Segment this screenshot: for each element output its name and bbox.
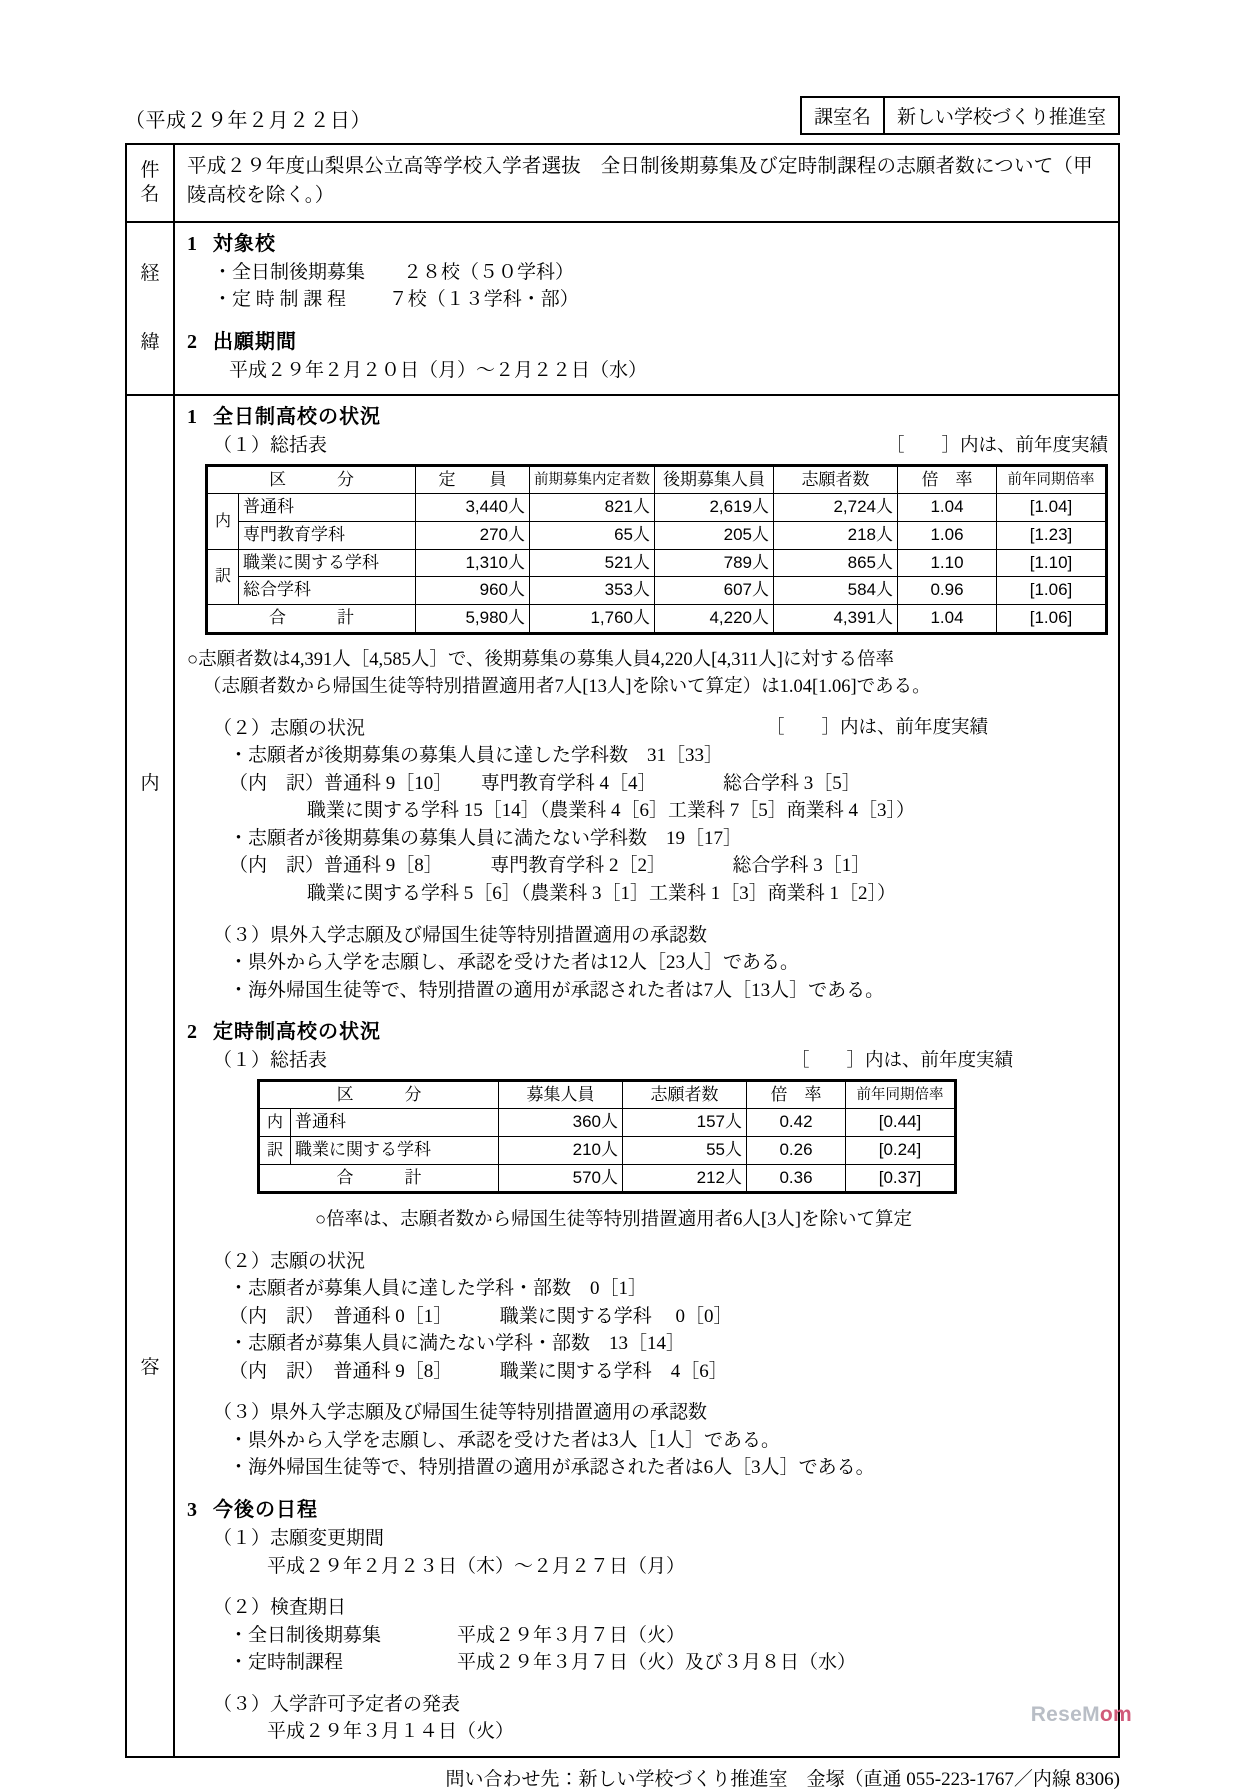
schedule-s1: （１）志願変更期間 xyxy=(213,1528,385,1550)
schedule-s3: （３）入学許可予定者の発表 xyxy=(213,1693,461,1715)
zenjitsu-note-line1: ○志願者数は4,391人［4,585人］で、後期募集の募集人員4,220人[4,311人]に対する倍率 xyxy=(187,650,894,671)
cell-bairitsu: 1.10 xyxy=(898,549,997,577)
label-kenmei-l1: 件 xyxy=(140,160,160,181)
label-kenmei xyxy=(127,145,175,221)
schedule-heading xyxy=(187,1496,1108,1525)
naiyou-cell xyxy=(175,396,1118,1756)
cell-shigan: 55人 xyxy=(623,1137,747,1165)
keii-section1-heading xyxy=(187,230,1108,259)
total-teiin: 5,980人 xyxy=(416,604,530,632)
th-shigan: 志願者数 xyxy=(774,466,898,494)
zenjitsu-sub2-l3: 職業に関する学科 15［14］（農業科 4［6］工業科 7［5］商業科 4［3］） xyxy=(307,800,916,822)
teiji-note: ○倍率は、志願者数から帰国生徒等特別措置適用者6人[3人]を除いて算定 xyxy=(315,1209,912,1230)
table-row xyxy=(260,1137,955,1165)
cell-shigan: 2,724人 xyxy=(774,494,898,522)
zenjitsu-sub2: （２）志願の状況 xyxy=(213,717,366,739)
office-box xyxy=(800,96,1120,135)
table-row xyxy=(208,521,1106,549)
table-row xyxy=(260,1109,955,1137)
th-zennen: 前年同期倍率 xyxy=(846,1081,955,1109)
total-bairitsu: 0.36 xyxy=(747,1164,846,1192)
keii-section1-number: 1 xyxy=(187,232,198,255)
contact-footer: 問い合わせ先：新しい学校づくり推進室 金塚（直通 055-223-1767／内線 8306) xyxy=(445,1768,1120,1790)
teiji-sub1: （１）総括表 xyxy=(213,1050,328,1072)
cell-koki: 205人 xyxy=(655,521,774,549)
document-header xyxy=(125,95,1120,135)
cell-teiin: 1,310人 xyxy=(416,549,530,577)
cell-teiin: 960人 xyxy=(416,577,530,605)
keii-section2-number: 2 xyxy=(187,330,198,353)
row-label: 総合学科 xyxy=(239,577,416,605)
total-label: 合 計 xyxy=(208,604,416,632)
th-bairitsu: 倍 率 xyxy=(747,1081,846,1109)
zenjitsu-sub2-l6: 職業に関する学科 5［6］（農業科 3［1］工業科 1［3］商業科 1［2］） xyxy=(307,882,897,904)
total-bairitsu: 1.04 xyxy=(898,604,997,632)
cell-shigan: 865人 xyxy=(774,549,898,577)
teiji-sub3-l1: ・県外から入学を志願し、承認を受けた者は3人［1人］である。 xyxy=(229,1429,781,1451)
zenjitsu-note-line2: （志願者数から帰国生徒等特別措置適用者7人[13人]を除いて算定）は1.04[1.06]である。 xyxy=(203,676,931,697)
th-kubun: 区 分 xyxy=(208,466,416,494)
cell-zennen: [0.44] xyxy=(846,1109,955,1137)
th-shigan: 志願者数 xyxy=(623,1081,747,1109)
cell-bairitsu: 1.06 xyxy=(898,521,997,549)
cell-teiin: 3,440人 xyxy=(416,494,530,522)
teiji-sub3: （３）県外入学志願及び帰国生徒等特別措置適用の承認数 xyxy=(213,1402,708,1424)
table-header-row xyxy=(208,466,1106,494)
schedule-s3-l1: 平成２９年３月１４日（火） xyxy=(267,1721,515,1743)
zenjitsu-summary-table xyxy=(207,466,1106,633)
table-row xyxy=(208,494,1106,522)
cell-zennen: [1.23] xyxy=(997,521,1106,549)
watermark-text-2: om xyxy=(1099,1703,1132,1726)
teiji-sub3-l2: ・海外帰国生徒等で、特別措置の適用が承認された者は6人［3人］である。 xyxy=(229,1457,875,1479)
zenjitsu-sub3: （３）県外入学志願及び帰国生徒等特別措置適用の承認数 xyxy=(213,924,708,946)
cell-shigan: 584人 xyxy=(774,577,898,605)
keii-section1-title: 対象校 xyxy=(213,232,276,255)
total-naitei: 1,760人 xyxy=(530,604,655,632)
label-kenmei-l2: 名 xyxy=(140,183,160,205)
th-bairitsu: 倍 率 xyxy=(898,466,997,494)
keii-section2-title: 出願期間 xyxy=(213,330,297,353)
zenjitsu-sub3-l2: ・海外帰国生徒等で、特別措置の適用が承認された者は7人［13人］である。 xyxy=(229,979,885,1001)
th-koki: 後期募集人員 xyxy=(655,466,774,494)
th-zennen: 前年同期倍率 xyxy=(997,466,1106,494)
label-keii-l2: 緯 xyxy=(140,332,160,354)
side-label-uchi: 内 xyxy=(208,494,239,549)
teiji-sub2-l1: ・志願者が募集人員に達した学科・部数 0［1］ xyxy=(229,1278,648,1300)
schedule-s2: （２）検査期日 xyxy=(213,1597,347,1619)
zenjitsu-sub2-l5: （内 訳）普通科 9［8］ 専門教育学科 2［2］ 総合学科 3［1］ xyxy=(229,855,871,877)
keii-s1-line1: ・全日制後期募集 ２８校（５０学科） xyxy=(213,261,575,283)
zenjitsu-table-wrap xyxy=(205,464,1108,643)
office-value: 新しい学校づくり推進室 xyxy=(896,107,1106,128)
teiji-summary-table xyxy=(259,1081,955,1193)
cell-zennen: [1.04] xyxy=(997,494,1106,522)
row-label: 専門教育学科 xyxy=(239,521,416,549)
teiji-sub1-row xyxy=(213,1047,1108,1075)
title-cell xyxy=(175,145,1118,221)
cell-teiin: 270人 xyxy=(416,521,530,549)
teiji-heading xyxy=(187,1018,1108,1047)
th-teiin: 定 員 xyxy=(416,466,530,494)
total-zennen: [0.37] xyxy=(846,1164,955,1192)
main-table xyxy=(125,143,1120,1758)
th-naitei: 前期募集内定者数 xyxy=(530,466,655,494)
cell-zennen: [1.06] xyxy=(997,577,1106,605)
side-label-wake: 訳 xyxy=(260,1137,291,1165)
schedule-s2-l1: ・全日制後期募集 平成２９年３月７日（火） xyxy=(229,1624,686,1646)
cell-boshu: 210人 xyxy=(499,1137,623,1165)
teiji-table-wrap xyxy=(257,1079,1108,1203)
cell-bairitsu: 1.04 xyxy=(898,494,997,522)
zenjitsu-sub2-l1: ・志願者が後期募集の募集人員に達した学科数 31［33］ xyxy=(229,745,724,767)
zenjitsu-title: 全日制高校の状況 xyxy=(213,406,381,429)
total-boshu: 570人 xyxy=(499,1164,623,1192)
cell-zennen: [1.10] xyxy=(997,549,1106,577)
keii-section2-heading xyxy=(187,328,1108,357)
keii-cell xyxy=(175,223,1118,395)
row-label: 職業に関する学科 xyxy=(291,1137,499,1165)
schedule-s2-l2: ・定時制課程 平成２９年３月７日（火）及び３月８日（水） xyxy=(229,1652,857,1674)
cell-shigan: 218人 xyxy=(774,521,898,549)
cell-bairitsu: 0.26 xyxy=(747,1137,846,1165)
table-row xyxy=(208,549,1106,577)
cell-naitei: 821人 xyxy=(530,494,655,522)
row-keii xyxy=(127,223,1118,397)
cell-naitei: 521人 xyxy=(530,549,655,577)
teiji-number: 2 xyxy=(187,1021,198,1044)
cell-zennen: [0.24] xyxy=(846,1137,955,1165)
zenjitsu-number: 1 xyxy=(187,406,198,429)
zenjitsu-bracket-note: ［ ］内は、前年度実績 xyxy=(885,435,1108,456)
watermark-text-1: ReseM xyxy=(1030,1703,1100,1726)
total-shigan: 212人 xyxy=(623,1164,747,1192)
row-title xyxy=(127,145,1118,223)
zenjitsu-sub3-l1: ・県外から入学を志願し、承認を受けた者は12人［23人］である。 xyxy=(229,952,800,974)
issue-date: （平成２９年２月２２日） xyxy=(125,110,371,132)
side-label-wake: 訳 xyxy=(208,549,239,604)
table-header-row xyxy=(260,1081,955,1109)
cell-shigan: 157人 xyxy=(623,1109,747,1137)
zenjitsu-sub1-row xyxy=(213,432,1108,460)
table-total-row xyxy=(260,1164,955,1192)
teiji-bracket-note: ［ ］内は、前年度実績 xyxy=(790,1050,1013,1071)
th-kubun: 区 分 xyxy=(260,1081,499,1109)
cell-koki: 607人 xyxy=(655,577,774,605)
th-boshu: 募集人員 xyxy=(499,1081,623,1109)
label-keii xyxy=(127,223,175,395)
label-keii-l1: 経 xyxy=(140,262,160,284)
zenjitsu-sub2-row xyxy=(213,715,1108,743)
zenjitsu-sub2-l4: ・志願者が後期募集の募集人員に満たない学科数 19［17］ xyxy=(229,827,743,849)
teiji-sub2: （２）志願の状況 xyxy=(213,1250,366,1272)
cell-bairitsu: 0.42 xyxy=(747,1109,846,1137)
label-naiyou-l2: 容 xyxy=(140,1356,160,1378)
label-naiyou xyxy=(127,396,175,1756)
zenjitsu-sub2-bracket: ［ ］内は、前年度実績 xyxy=(765,718,988,739)
keii-s1-line2: ・定 時 制 課 程 ７校（１３学科・部） xyxy=(213,289,579,311)
zenjitsu-sub1: （１）総括表 xyxy=(213,435,328,457)
cell-boshu: 360人 xyxy=(499,1109,623,1137)
teiji-sub2-l4: （内 訳） 普通科 9［8］ 職業に関する学科 4［6］ xyxy=(229,1360,728,1382)
row-label: 普通科 xyxy=(291,1109,499,1137)
teiji-sub2-l2: （内 訳） 普通科 0［1］ 職業に関する学科 0［0］ xyxy=(229,1305,733,1327)
cell-naitei: 353人 xyxy=(530,577,655,605)
schedule-s1-l1: 平成２９年２月２３日（木）～２月２７日（月） xyxy=(267,1555,686,1577)
total-zennen: [1.06] xyxy=(997,604,1106,632)
teiji-sub2-l3: ・志願者が募集人員に満たない学科・部数 13［14］ xyxy=(229,1333,686,1355)
resemom-watermark xyxy=(1031,1703,1132,1727)
row-naiyou xyxy=(127,396,1118,1756)
cell-koki: 2,619人 xyxy=(655,494,774,522)
table-total-row xyxy=(208,604,1106,632)
document-title: 平成２９年度山梨県公立高等学校入学者選抜 全日制後期募集及び定時制課程の志願者数について（甲陵高校を除く。） xyxy=(187,156,1093,207)
office-label: 課室名 xyxy=(802,98,885,133)
teiji-title: 定時制高校の状況 xyxy=(213,1021,381,1044)
cell-naitei: 65人 xyxy=(530,521,655,549)
row-label: 普通科 xyxy=(239,494,416,522)
cell-bairitsu: 0.96 xyxy=(898,577,997,605)
label-naiyou-l1: 内 xyxy=(140,773,160,795)
schedule-title: 今後の日程 xyxy=(213,1499,318,1522)
total-label: 合 計 xyxy=(260,1164,499,1192)
row-label: 職業に関する学科 xyxy=(239,549,416,577)
zenjitsu-sub2-l2: （内 訳）普通科 9［10］ 専門教育学科 4［4］ 総合学科 3［5］ xyxy=(229,772,861,794)
keii-s2-line1: 平成２９年２月２０日（月）～２月２２日（水） xyxy=(229,359,648,381)
schedule-number: 3 xyxy=(187,1499,198,1522)
side-label-uchi: 内 xyxy=(260,1109,291,1137)
table-row xyxy=(208,577,1106,605)
zenjitsu-heading xyxy=(187,403,1108,432)
cell-koki: 789人 xyxy=(655,549,774,577)
total-koki: 4,220人 xyxy=(655,604,774,632)
total-shigan: 4,391人 xyxy=(774,604,898,632)
